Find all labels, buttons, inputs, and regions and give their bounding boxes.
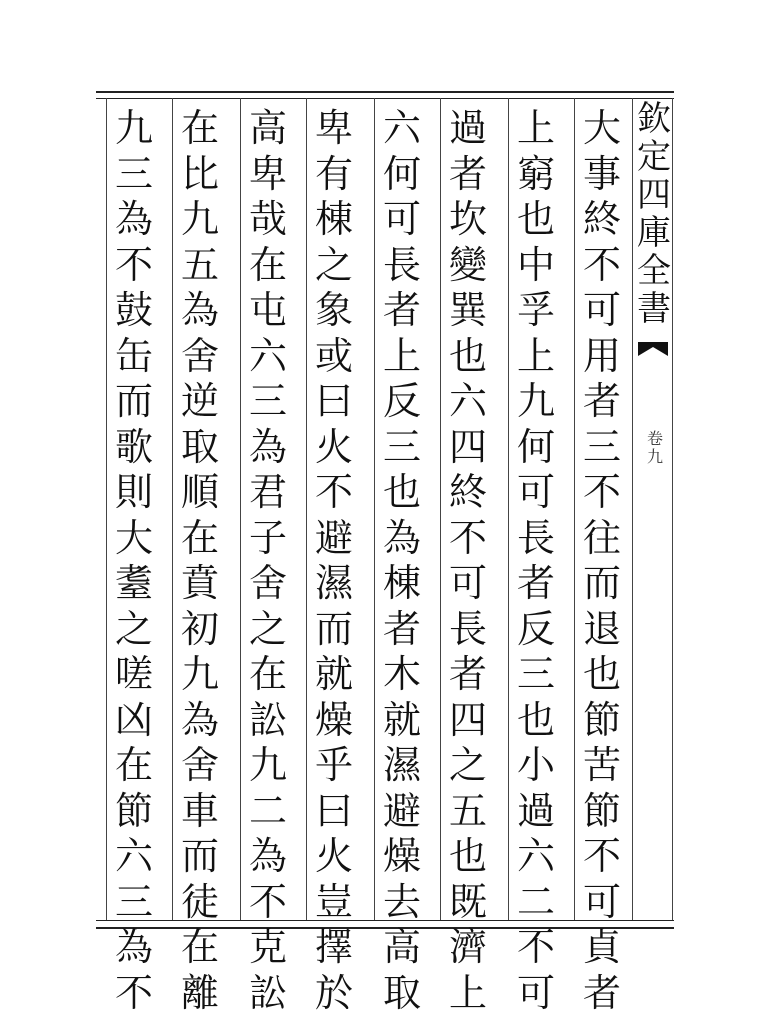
text-char: 四 [448, 424, 487, 469]
text-char: 窮 [516, 151, 555, 196]
juan-number-vertical [640, 430, 670, 466]
text-char: 君 [248, 470, 287, 514]
text-char: 凶 [114, 697, 153, 742]
text-char: 賁 [180, 561, 219, 605]
text-char: 大 [582, 106, 621, 150]
text-char: 鼓 [114, 288, 153, 332]
book-title-char: 書 [637, 289, 671, 329]
text-column [244, 106, 292, 1016]
text-char: 火 [314, 834, 353, 878]
text-char: 何 [516, 424, 555, 469]
text-char: 九 [248, 743, 287, 787]
text-char: 不 [582, 834, 621, 878]
text-char: 燥 [314, 697, 353, 742]
text-char: 可 [582, 288, 621, 332]
text-char: 卑 [314, 106, 353, 150]
text-char: 節 [582, 788, 621, 833]
text-char: 九 [516, 379, 555, 423]
text-char: 訟 [248, 970, 287, 1015]
text-char: 也 [382, 470, 421, 514]
text-char: 車 [180, 788, 219, 833]
text-char: 可 [382, 197, 421, 241]
text-char: 二 [248, 788, 287, 833]
column-divider [306, 98, 307, 920]
text-char: 六 [114, 834, 153, 878]
fish-tail-ornament [638, 342, 668, 356]
text-char: 貞 [582, 925, 621, 969]
text-char: 者 [382, 606, 421, 651]
text-char: 終 [582, 197, 621, 241]
text-char: 不 [248, 879, 287, 924]
column-divider [508, 98, 509, 920]
text-char: 不 [448, 515, 487, 560]
text-char: 象 [314, 288, 353, 332]
text-char: 豈 [314, 879, 353, 924]
column-divider [106, 98, 107, 920]
text-char: 哉 [248, 197, 287, 241]
text-char: 三 [114, 879, 153, 924]
text-char: 舍 [180, 743, 219, 787]
text-char: 者 [382, 288, 421, 332]
text-char: 而 [314, 606, 353, 651]
text-char: 順 [180, 470, 219, 514]
text-char: 燥 [382, 834, 421, 878]
text-char: 為 [180, 288, 219, 332]
text-char: 三 [248, 379, 287, 423]
text-char: 濟 [448, 925, 487, 969]
text-char: 為 [248, 424, 287, 469]
column-divider [632, 98, 633, 920]
text-char: 六 [248, 333, 287, 378]
text-char: 也 [516, 197, 555, 241]
text-char: 反 [382, 379, 421, 423]
text-char: 訟 [248, 697, 287, 742]
text-char: 變 [448, 242, 487, 287]
text-char: 不 [114, 242, 153, 287]
text-char: 濕 [382, 743, 421, 787]
text-char: 巽 [448, 288, 487, 332]
text-char: 在 [248, 652, 287, 696]
column-divider [172, 98, 173, 920]
text-char: 可 [448, 561, 487, 605]
text-char: 上 [382, 333, 421, 378]
text-char: 也 [516, 697, 555, 742]
text-char: 耋 [114, 561, 153, 605]
text-char: 不 [114, 970, 153, 1015]
text-column [110, 106, 158, 1016]
text-char: 大 [114, 515, 153, 560]
column-divider [440, 98, 441, 920]
text-char: 在 [114, 743, 153, 787]
text-char: 三 [382, 424, 421, 469]
column-divider [240, 98, 241, 920]
text-char: 者 [582, 970, 621, 1015]
text-char: 六 [516, 834, 555, 878]
text-char: 去 [382, 879, 421, 924]
text-char: 六 [382, 106, 421, 150]
text-char: 可 [516, 970, 555, 1015]
text-char: 既 [448, 879, 487, 924]
text-char: 為 [180, 697, 219, 742]
text-char: 小 [516, 743, 555, 787]
text-char: 之 [114, 606, 153, 651]
text-char: 比 [180, 151, 219, 196]
text-column [578, 106, 626, 1016]
text-char: 上 [448, 970, 487, 1015]
text-char: 事 [582, 151, 621, 196]
juan-char: 九 [646, 447, 663, 466]
text-char: 舍 [180, 333, 219, 378]
text-char: 過 [516, 788, 555, 833]
text-char: 就 [382, 697, 421, 742]
text-column [378, 106, 426, 1016]
text-char: 而 [582, 561, 621, 605]
text-char: 避 [314, 515, 353, 560]
text-char: 九 [114, 106, 153, 150]
text-char: 乎 [314, 743, 353, 787]
text-char: 避 [382, 788, 421, 833]
text-char: 二 [516, 879, 555, 924]
text-char: 嗟 [114, 652, 153, 696]
text-char: 三 [114, 151, 153, 196]
text-char: 過 [448, 106, 487, 150]
book-title-vertical [634, 100, 674, 328]
text-column [444, 106, 492, 1016]
text-char: 坎 [448, 197, 487, 241]
text-char: 九 [180, 197, 219, 241]
text-char: 初 [180, 606, 219, 651]
book-title-char: 欽 [637, 99, 671, 139]
text-char: 舍 [248, 561, 287, 605]
text-char: 為 [114, 197, 153, 241]
top-border-thick [96, 91, 674, 93]
text-char: 者 [448, 151, 487, 196]
text-char: 也 [448, 834, 487, 878]
text-char: 長 [448, 606, 487, 651]
text-char: 九 [180, 652, 219, 696]
text-char: 在 [180, 515, 219, 560]
text-char: 取 [382, 970, 421, 1015]
text-char: 之 [448, 743, 487, 787]
text-char: 曰 [314, 788, 353, 833]
text-char: 長 [382, 242, 421, 287]
top-border-thin [96, 98, 674, 99]
text-char: 往 [582, 515, 621, 560]
book-title-char: 全 [637, 251, 671, 291]
text-char: 也 [582, 652, 621, 696]
text-char: 在 [180, 106, 219, 150]
text-char: 歌 [114, 424, 153, 469]
text-char: 就 [314, 652, 353, 696]
text-char: 可 [582, 879, 621, 924]
text-char: 何 [382, 151, 421, 196]
text-char: 不 [582, 242, 621, 287]
text-char: 而 [114, 379, 153, 423]
text-char: 之 [314, 242, 353, 287]
text-char: 可 [516, 470, 555, 514]
text-char: 三 [516, 652, 555, 696]
text-char: 五 [448, 788, 487, 833]
text-char: 為 [114, 925, 153, 969]
column-divider [574, 98, 575, 920]
text-char: 有 [314, 151, 353, 196]
text-char: 上 [516, 106, 555, 150]
juan-char: 卷 [646, 429, 663, 448]
text-char: 高 [248, 106, 287, 150]
book-title-char: 庫 [637, 213, 671, 253]
book-title-char: 定 [637, 137, 671, 177]
text-char: 濕 [314, 561, 353, 605]
text-char: 為 [382, 515, 421, 560]
text-char: 也 [448, 333, 487, 378]
text-char: 為 [248, 834, 287, 878]
text-char: 節 [114, 788, 153, 833]
text-char: 缶 [114, 333, 153, 378]
text-char: 火 [314, 424, 353, 469]
text-char: 徒 [180, 879, 219, 924]
text-char: 離 [180, 970, 219, 1015]
text-char: 苦 [582, 743, 621, 787]
text-char: 不 [314, 470, 353, 514]
text-char: 用 [582, 333, 621, 378]
text-char: 五 [180, 242, 219, 287]
text-char: 取 [180, 424, 219, 469]
text-char: 不 [516, 925, 555, 969]
text-char: 中 [516, 242, 555, 287]
text-column [512, 106, 560, 1016]
text-char: 節 [582, 697, 621, 742]
text-char: 六 [448, 379, 487, 423]
text-char: 四 [448, 697, 487, 742]
text-char: 擇 [314, 925, 353, 969]
text-char: 則 [114, 470, 153, 514]
text-char: 逆 [180, 379, 219, 423]
text-char: 者 [448, 652, 487, 696]
column-divider [374, 98, 375, 920]
text-char: 上 [516, 333, 555, 378]
text-char: 終 [448, 470, 487, 514]
text-char: 長 [516, 515, 555, 560]
book-title-char: 四 [637, 175, 671, 215]
text-char: 在 [248, 242, 287, 287]
text-char: 之 [248, 606, 287, 651]
text-char: 不 [582, 470, 621, 514]
text-char: 或 [314, 333, 353, 378]
text-char: 而 [180, 834, 219, 878]
text-char: 子 [248, 515, 287, 560]
text-char: 者 [516, 561, 555, 605]
text-char: 卑 [248, 151, 287, 196]
text-char: 棟 [382, 561, 421, 605]
text-char: 孚 [516, 288, 555, 332]
text-char: 退 [582, 606, 621, 651]
text-char: 屯 [248, 288, 287, 332]
text-char: 高 [382, 925, 421, 969]
text-char: 於 [314, 970, 353, 1015]
text-char: 木 [382, 652, 421, 696]
text-char: 三 [582, 424, 621, 469]
text-char: 曰 [314, 379, 353, 423]
text-char: 在 [180, 925, 219, 969]
text-column [176, 106, 224, 1016]
text-char: 克 [248, 925, 287, 969]
text-char: 棟 [314, 197, 353, 241]
text-char: 反 [516, 606, 555, 651]
text-char: 者 [582, 379, 621, 423]
text-column [310, 106, 358, 1016]
